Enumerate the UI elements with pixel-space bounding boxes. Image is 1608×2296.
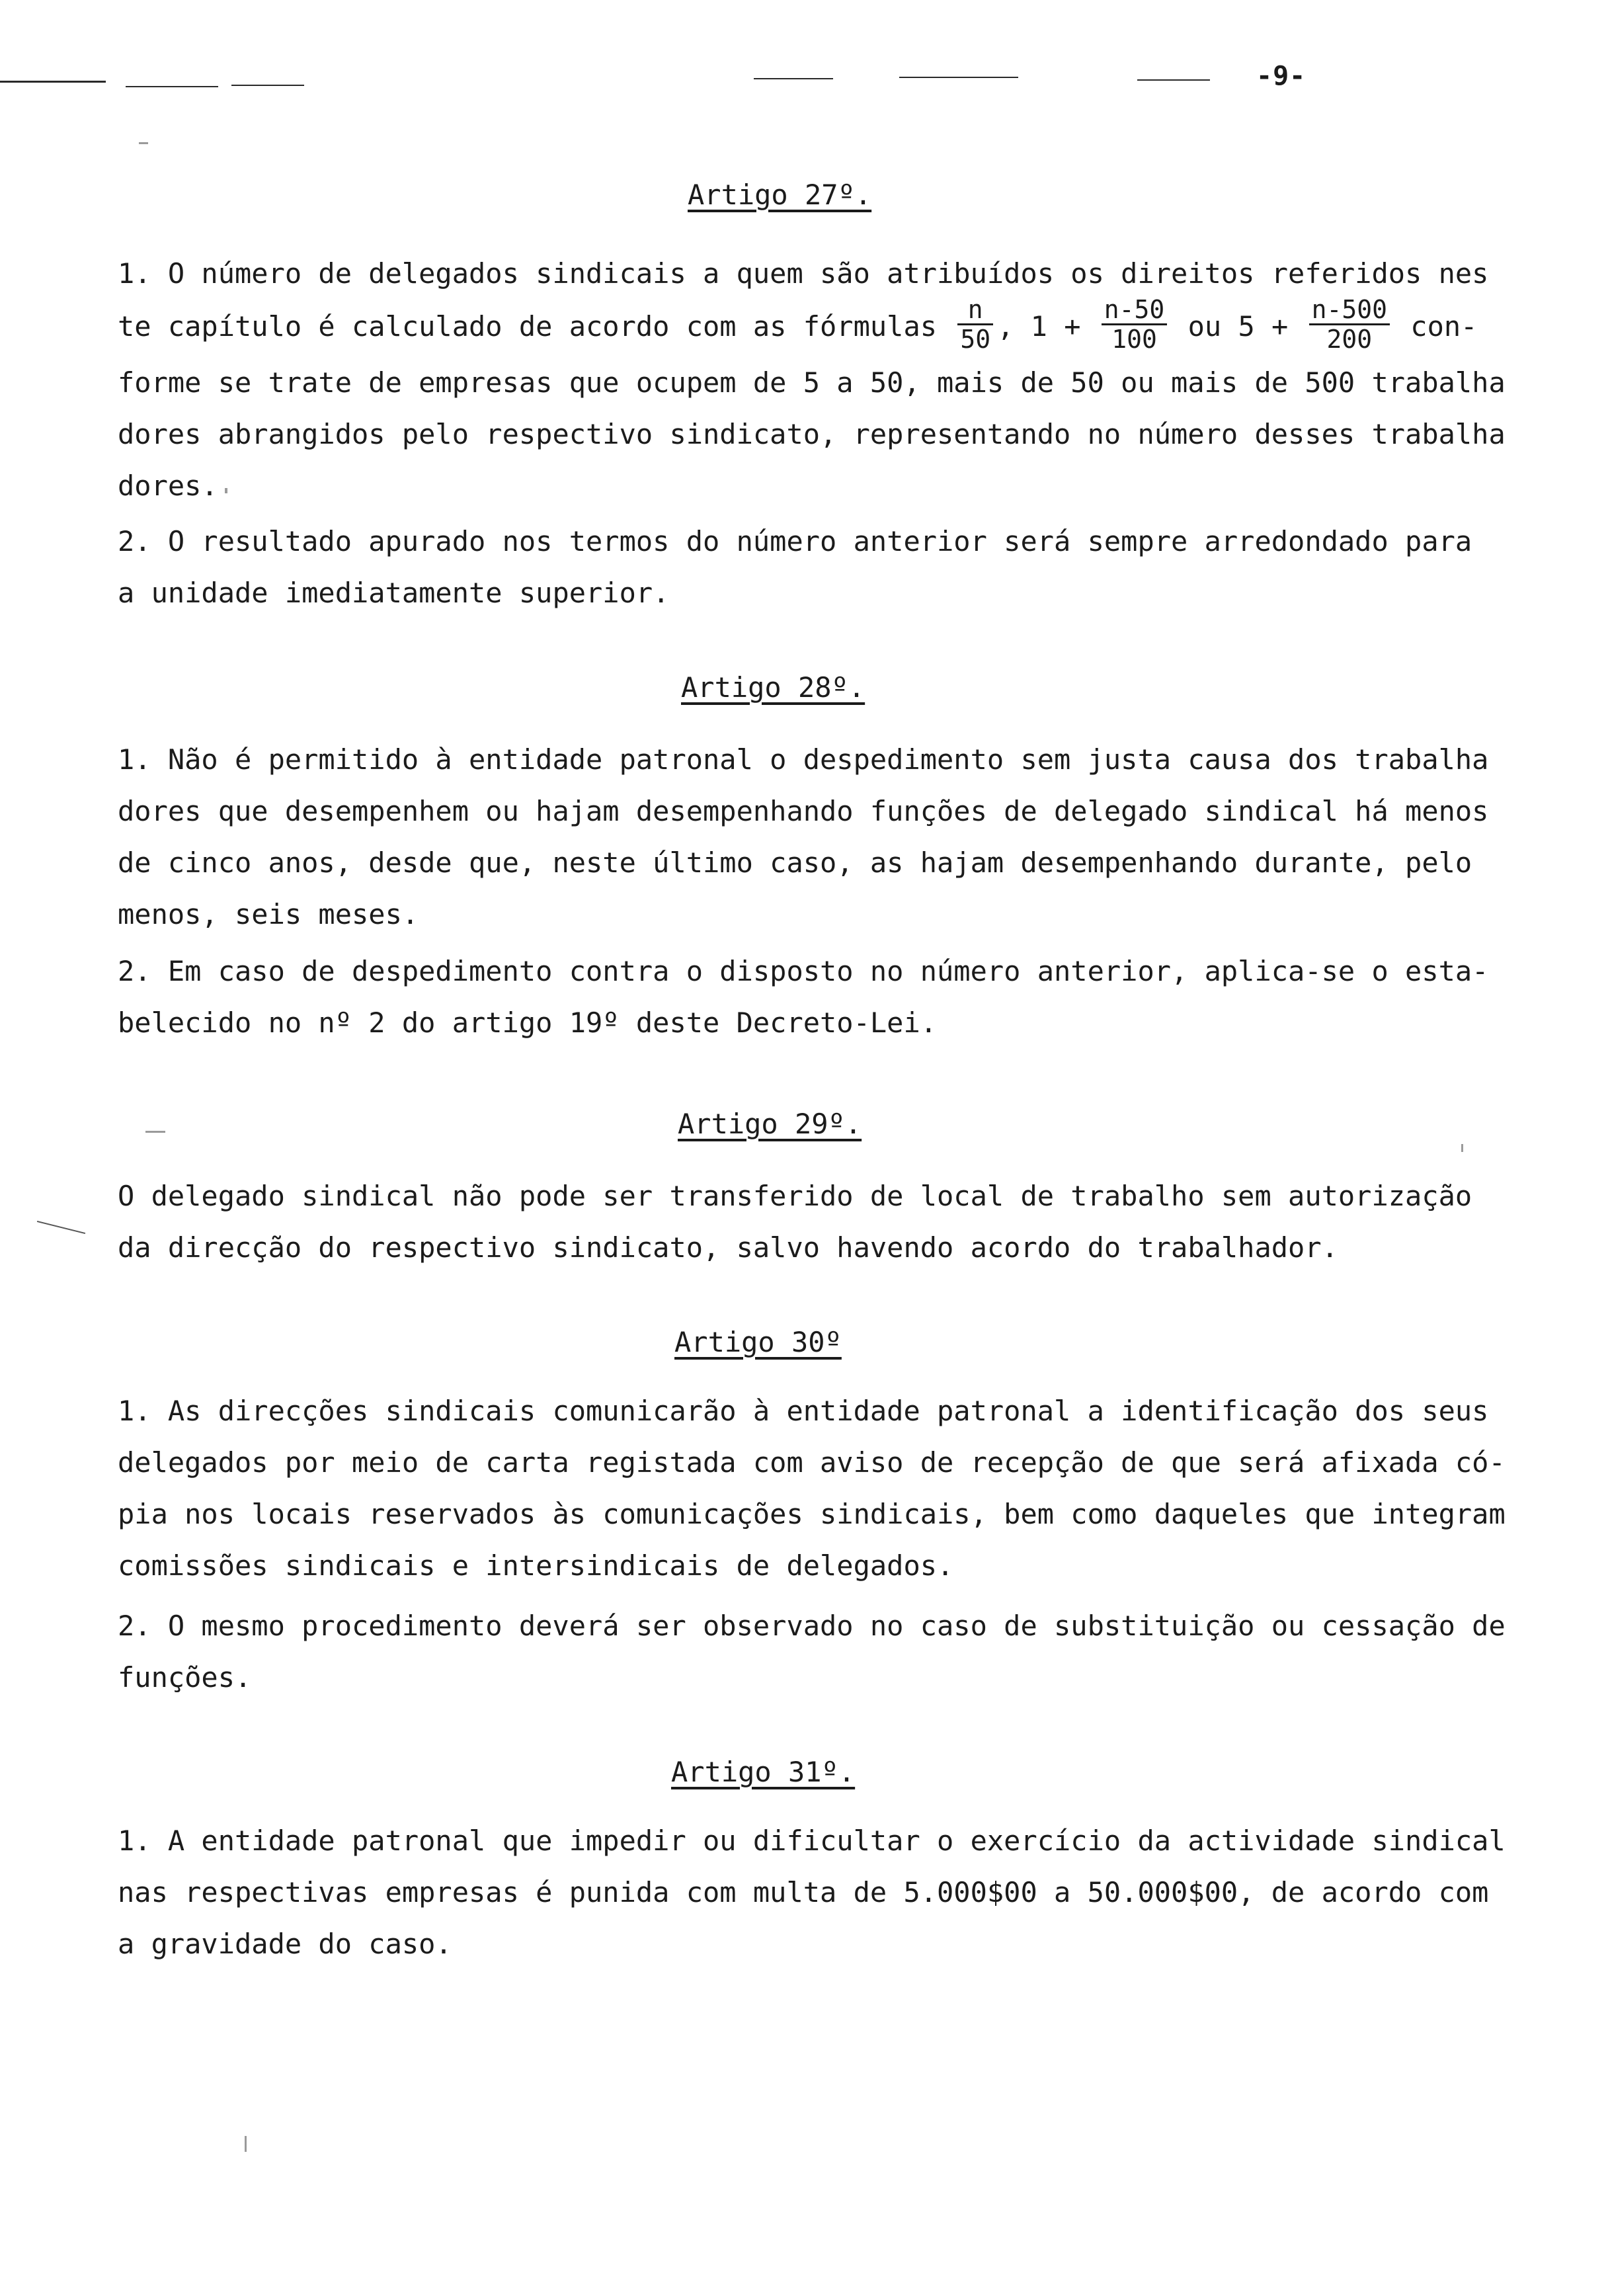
fraction [1309,296,1390,353]
formula-text: te capítulo é calculado de acordo com as fórmulas [118,310,954,343]
scan-speck [139,142,148,144]
text-line: O delegado sindical não pode ser transferido de local de trabalho sem autorização [118,1180,1472,1212]
header-rule [899,77,1018,78]
page-number: -9- [1256,61,1306,91]
fraction-numerator: n-500 [1309,296,1390,325]
text-line: dores que desempenhem ou hajam desempenhando funções de delegado sindical há menos [118,795,1489,827]
formula-line [118,295,1480,357]
text-line: a unidade imediatamente superior. [118,577,670,609]
text-line: a gravidade do caso. [118,1928,452,1960]
article-paragraph [118,734,1489,940]
text-line: 2. O resultado apurado nos termos do número anterior será sempre arredondado para [118,525,1472,557]
text-line: comissões sindicais e intersindicais de delegados. [118,1549,954,1582]
text-line: 1. A entidade patronal que impedir ou dificultar o exercício da actividade sindical [118,1824,1506,1857]
article-paragraph [118,946,1489,1049]
fraction-denominator: 200 [1326,325,1373,354]
article-paragraph [118,1170,1480,1274]
scan-speck [225,488,227,493]
text-line: nas respectivas empresas é punida com multa de 5.000$00 a 50.000$00, de acordo com [118,1876,1489,1908]
text-line: delegados por meio de carta registada com aviso de recepção de que será afixada có- [118,1446,1506,1479]
text-line: dores. [118,470,218,502]
fraction [1102,296,1168,353]
text-line: 2. Em caso de despedimento contra o disposto no número anterior, aplica-se o esta- [118,955,1489,987]
text-line: belecido no nº 2 do artigo 19º deste Decreto-Lei. [118,1006,938,1039]
scan-speck [1461,1144,1463,1152]
article-heading: Artigo 31º. [671,1756,856,1788]
text-line: de cinco anos, desde que, neste último caso, as hajam desempenhando durante, pelo [118,846,1472,879]
text-line: da direcção do respectivo sindicato, salvo havendo acordo do trabalhador. [118,1231,1338,1264]
article-heading: Artigo 29º. [678,1108,862,1140]
fraction [957,296,993,353]
article-heading: Artigo 28º. [681,671,865,704]
article-paragraph [118,1600,1506,1703]
text-line: funções. [118,1661,252,1694]
article-paragraph [118,1385,1506,1592]
text-line: forme se trate de empresas que ocupem de 5 a 50, mais de 50 ou mais de 500 trabalha [118,366,1506,399]
article-paragraph [118,516,1480,619]
fraction-denominator: 100 [1111,325,1157,354]
header-rule [126,86,218,87]
scan-speck [245,2136,247,2152]
text-line: 2. O mesmo procedimento deverá ser observado no caso de substituição ou cessação de [118,1610,1506,1642]
fraction-denominator: 50 [960,325,991,354]
article-heading: Artigo 27º. [688,179,872,211]
fraction-numerator: n-50 [1102,296,1168,325]
header-rule [1137,79,1210,81]
text-line: dores abrangidos pelo respectivo sindicato, representando no número desses trabalha [118,418,1506,450]
scan-speck [145,1131,165,1133]
fraction-numerator: n [957,296,993,325]
header-rule [231,85,304,86]
text-line: 1. Não é permitido à entidade patronal o despedimento sem justa causa dos trabalha [118,743,1489,776]
formula-text: ou 5 + [1171,310,1305,343]
article-heading: Artigo 30º [674,1326,842,1358]
text-line: pia nos locais reservados às comunicações sindicais, bem como daqueles que integram [118,1498,1506,1530]
article-paragraph [118,248,1506,512]
text-line: 1. O número de delegados sindicais a quem são atribuídos os direitos referidos nes [118,257,1489,290]
formula-text: con- [1394,310,1478,343]
scan-mark [37,1221,85,1234]
text-line: menos, seis meses. [118,898,419,930]
formula-text: , 1 + [997,310,1098,343]
text-line: 1. As direcções sindicais comunicarão à entidade patronal a identificação dos seus [118,1395,1489,1427]
header-rule [754,78,833,79]
article-paragraph [118,1815,1506,1970]
header-rule [0,81,106,83]
